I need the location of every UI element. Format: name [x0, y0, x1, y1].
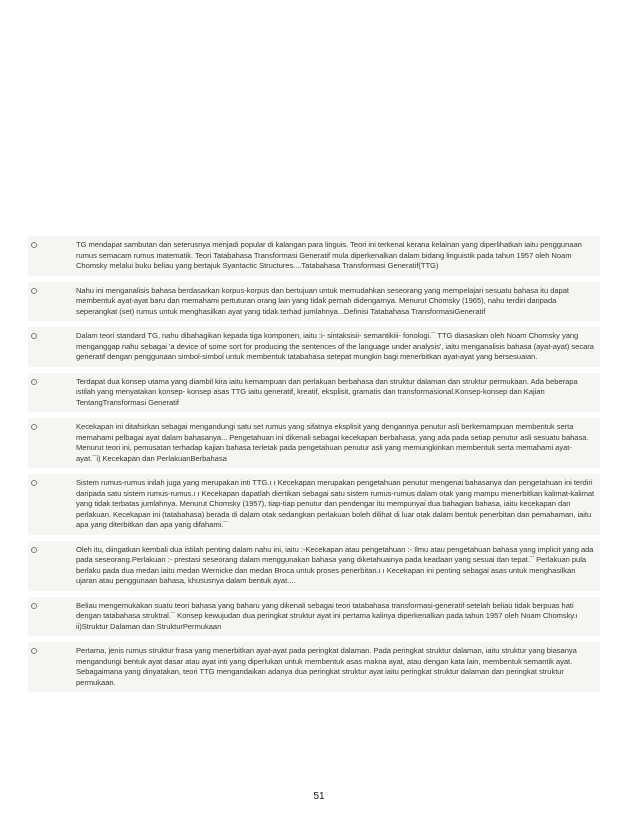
bullet-text: Beliau mengemukakan suatu teori bahasa yang baharu yang dikenali sebagai teori tatabahasa transformasi-generatif setelah beliau tidak berpuas hati dengan tatabahasa struktral.¯ Konsep kewujudan dua peringkat struktur ayat ini pertama kalinya diperkenalkan pada tahun 1957 oleh Noam Chomsky.ı ii)Struktur Dalaman dan StrukturPermukaan	[76, 600, 578, 631]
bullet-icon	[31, 288, 37, 294]
bullet-item	[28, 282, 600, 322]
bullet-icon	[31, 547, 37, 553]
bullet-text: Sistem rumus-rumus inilah juga yang merupakan inti TTG.ı ı Kecekapan merupakan pengetahuan penutur mengenai bahasanya dan pengetahuan ini terdiri daripada satu sistem rumus-rumus.ı ı Kecekapan dapatlah diertikan sebagai satu sistem rumus-rumus dalam otak yang mampu menerbitkan kalimat-kalimat yang tidak terbatas jumlahnya. Menurut Chomsky (1957), tiap-tiap penutur dan pendengar itu mempunyai dua bahagian bahasa, iaitu kecekapan dan perlakuan. Kecekapan ini (tatabahasa) berada di dalam otak sedangkan perlakuan boleh dilihat di luar otak dalam bentuk penerbitan dan pemahaman, iaitu apa yang diterbitkan dan apa yang difahami.¯	[76, 478, 595, 529]
bullet-icon	[31, 424, 37, 430]
bullet-item	[28, 236, 600, 276]
bullet-text: Dalam teori standard TG, nahu dibahagikan kepada tiga komponen, iaitu :i- sintaksisii- semantikiii- fonologi.¯ TTG diasaskan oleh Noam Chomsky yang menganggap nahu sebagai 'a device of some sort for producing the sentences of the language under analysis', iaitu menganalisis bahasa (ayat-ayat) secara generatif dengan penggunaan simbol-simbol untuk membentuk tatabahasa setepat mungkin bagi menerbitkan ayat-ayat yang bersesuaian.	[76, 331, 594, 361]
bullet-icon	[31, 242, 37, 248]
bullet-text: Nahu ini menganalisis bahasa berdasarkan korpus-korpus dan bertujuan untuk memudahkan seseorang yang mempelajari sesuatu bahasa itu dapat membentuk ayat-ayat baru dan memahami pertuturan orang lain yang tidak pernah didengarnya. Menurut Chomsky (1965), nahu terdiri daripada seperangkat (set) rumus untuk menghasilkan ayat yang tidak terhad jumlahnya...Definisi Tatabahasa TransformasiGeneratif	[76, 285, 569, 316]
bullet-icon	[31, 480, 37, 486]
bullet-text: Kecekapan ini ditafsirkan sebagai mengandungi satu set rumus yang sifatnya eksplisit yang dengannya penutur asli berkemampuan membentuk serta memahami pelbagai ayat dalam bahasanya... Pengetahuan ini dikenali sebagai kecekapan berbahasa, yang ada pada setiap penutur asli sesuatu bahasa. Menurut teori ini, pemusatan terhadap kajian bahasa terletak pada pengetahuan penutur asli yang memungkinkan membentuk serta memahami ayat-ayat.¯i) Kecekapan dan PerlakuanBerbahasa	[76, 422, 589, 463]
bullet-item	[28, 642, 600, 692]
document-body	[28, 236, 600, 698]
bullet-icon	[31, 603, 37, 609]
bullet-icon	[31, 379, 37, 385]
bullet-item	[28, 373, 600, 413]
bullet-text: Pertama, jenis rumus struktur frasa yang menerbitkan ayat-ayat pada peringkat dalaman. Pada peringkat struktur dalaman, iaitu struktur yang biasanya mengandungi bentuk ayat dasar atau ayat inti yang diperlukan untuk membentuk asas makna ayat, atau dengan kata lain, membentuk semantik ayat. Sebagaimana yang dinyatakan, teori TTG mengandaikan adanya dua peringkat struktur ayat iaitu peringkat struktur dalaman dan peringkat struktur permukaan.	[76, 646, 577, 687]
bullet-item	[28, 541, 600, 591]
bullet-icon	[31, 333, 37, 339]
bullet-item	[28, 327, 600, 367]
bullet-text: Oleh itu, diingatkan kembali dua istilah penting dalam nahu ini, iaitu :-Kecekapan atau pengetahuan :- Ilmu atau pengetahuan bahasa yang implicit yang ada pada seseorang.Perlakuan :- prestasi seseorang dalam menggunakan bahasa yang diketahuainya pada keadaan yang sesuai dan tepat.¯ Perlakuan pula berlaku pada dua medan iaitu medan Wernicke dan medan Broca untuk proses penerbitan.ı ı Kecekapan ini penting sebagai asas untuk menghasilkan ujaran atau penggunaan bahasa, khususnya dalam bentuk ayat....	[76, 544, 594, 585]
bullet-icon	[31, 648, 37, 654]
bullet-text: Terdapat dua konsep utama yang diambil kira iaitu kemampuan dan perlakuan berbahasa dan struktur dalaman dan struktur permukaan. Ada beberapa istilah yang menyatakan konsep- konsep asas TTG iaitu generatif, kreatif, eksplisit, gramatis dan transformasional.Konsep-konsep dan Kajian TentangTransformasi Generatif	[76, 376, 578, 407]
bullet-item	[28, 418, 600, 468]
bullet-text: TG mendapat sambutan dan seterusnya menjadi popular di kalangan para linguis. Teori ini terkenal kerana kelainan yang diperlihatkan iaitu penggunaan rumus semacam rumus matematik. Teori Tatabahasa Transformasi Generatif mula diperkenalkan dalam bidang linguistik pada tahun 1957 oleh Noam Chomsky melalui buku beliau yang bertajuk Syantactic Structures....Tatabahasa Transformasi Generatif(TTG)	[76, 240, 582, 270]
page-number: 51	[313, 791, 325, 802]
bullet-item	[28, 597, 600, 637]
bullet-item	[28, 474, 600, 535]
